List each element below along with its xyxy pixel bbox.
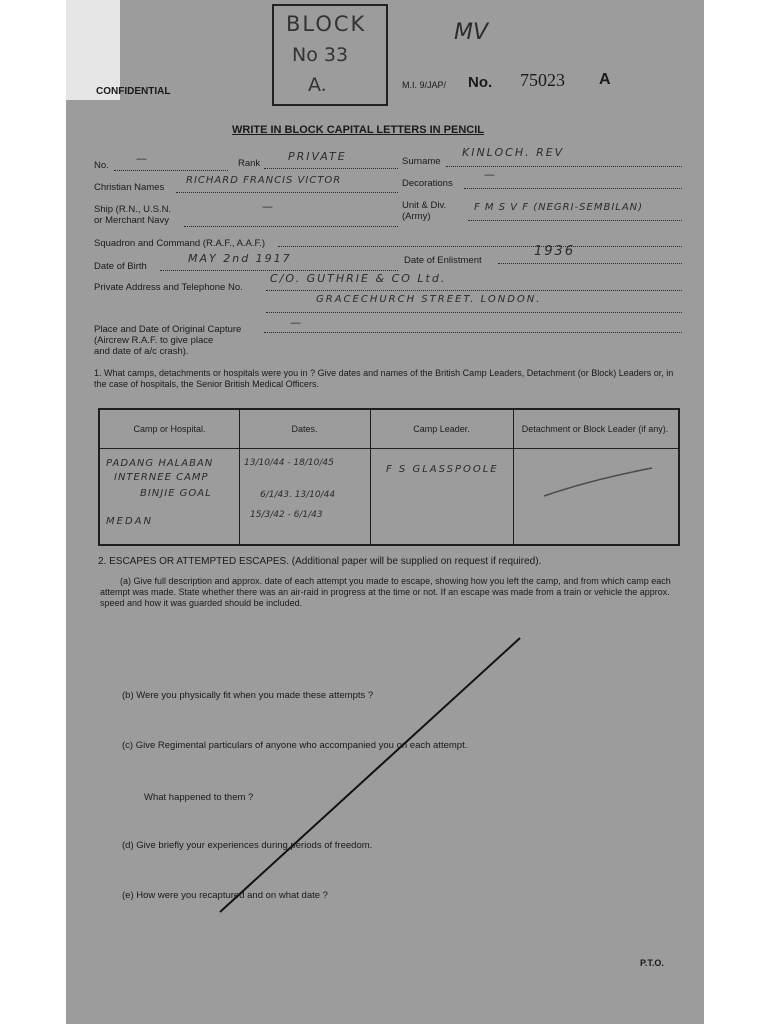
header-camp: Camp or Hospital. — [133, 423, 206, 434]
unit-value: F M S V F (NEGRI-SEMBILAN) — [474, 202, 644, 213]
ship-label-1: Ship (R.N., U.S.N. — [94, 204, 172, 215]
address-line-2: GRACECHURCH STREET. LONDON. — [316, 294, 542, 305]
block-line2: No 33 — [292, 44, 349, 66]
surname-value: KINLOCH. REV — [462, 146, 565, 159]
escapes-c2: What happened to them ? — [144, 792, 254, 803]
pto: P.T.O. — [640, 958, 664, 968]
escapes-d: (d) Give briefly your experiences during periods of freedom. — [122, 840, 373, 851]
number-value: 75023 — [520, 70, 565, 90]
instruction-heading: WRITE IN BLOCK CAPITAL LETTERS IN PENCIL — [232, 124, 484, 136]
address-line-1: C/O. GUTHRIE & CO Ltd. — [270, 272, 447, 285]
row-dates: 15/3/42 - 6/1/43 — [250, 510, 323, 520]
escapes-c: (c) Give Regimental particulars of anyone who accompanied you on each attempt. — [122, 740, 468, 751]
ship-label-2: or Merchant Navy — [94, 215, 169, 226]
row-dates: 6/1/43. 13/10/44 — [260, 490, 336, 500]
escapes-a: (a) Give full description and approx. date of each attempt you made to escape, showing how you left the camp, and from which camp each attempt was made. State whether there was an air-raid in progress at the time or not. If an escape was made from a train or vehicle the approx. speed and how it was guarded should be included. — [100, 576, 671, 608]
escapes-e: (e) How were you recaptured and on what date ? — [122, 890, 328, 901]
strike-through-line — [66, 0, 704, 1024]
squadron-label: Squadron and Command (R.A.F., A.A.F.) — [94, 238, 266, 249]
no-label: No. — [94, 160, 109, 171]
camps-question: 1. What camps, detachments or hospitals were you in ? Give dates and names of the British Camp Leaders, Detachment (or Block) Leaders or, in the case of hospitals, the Senior British Medical Officers. — [94, 368, 674, 389]
enlistment-label: Date of Enlistment — [404, 255, 482, 266]
number-label: No. — [468, 74, 493, 91]
block-line3: A. — [308, 74, 327, 96]
header-block-leader: Detachment or Block Leader (if any). — [521, 423, 669, 434]
form-ref: M.I. 9/JAP/ — [402, 80, 447, 90]
unit-label-1: Unit & Div. — [402, 200, 447, 211]
dob-label: Date of Birth — [94, 261, 147, 272]
row-dates: 13/10/44 - 18/10/45 — [244, 458, 334, 468]
escapes-heading: 2. ESCAPES OR ATTEMPTED ESCAPES. (Additional paper will be supplied on request if required). — [98, 556, 542, 567]
row-camp: BINJIE GOAL — [140, 488, 212, 499]
address-label: Private Address and Telephone No. — [94, 282, 243, 293]
classification: CONFIDENTIAL — [96, 86, 171, 97]
row-leader: F S GLASSPOOLE — [386, 464, 499, 475]
dob-value: MAY 2nd 1917 — [188, 252, 292, 265]
header-dates: Dates. — [291, 423, 318, 434]
form-page — [66, 0, 704, 1024]
ship-value: — — [262, 200, 275, 213]
christian-names-value: RICHARD FRANCIS VICTOR — [186, 175, 342, 186]
enlistment-value: 1936 — [534, 244, 576, 259]
row-camp: PADANG HALABAN — [106, 458, 214, 469]
christian-names-label: Christian Names — [94, 182, 165, 193]
unit-label-2: (Army) — [402, 211, 431, 222]
block-line1: BLOCK — [286, 12, 367, 36]
capture-label-2: (Aircrew R.A.F. to give place — [94, 335, 214, 346]
surname-label: Surname — [402, 156, 441, 167]
no-value: — — [136, 152, 149, 165]
escapes-b: (b) Were you physically fit when you made these attempts ? — [122, 690, 374, 701]
capture-value: — — [290, 316, 303, 329]
decorations-label: Decorations — [402, 178, 453, 189]
rank-label: Rank — [238, 158, 261, 169]
capture-label-3: and date of a/c crash). — [94, 346, 189, 357]
capture-label-1: Place and Date of Original Capture — [94, 324, 242, 335]
header-leader: Camp Leader. — [413, 423, 470, 434]
decorations-value: — — [484, 168, 497, 181]
row-camp: MEDAN — [106, 516, 153, 527]
rank-value: PRIVATE — [288, 150, 347, 163]
initials: MV — [454, 20, 489, 45]
number-suffix: A — [599, 71, 611, 88]
row-camp: INTERNEE CAMP — [114, 472, 209, 483]
